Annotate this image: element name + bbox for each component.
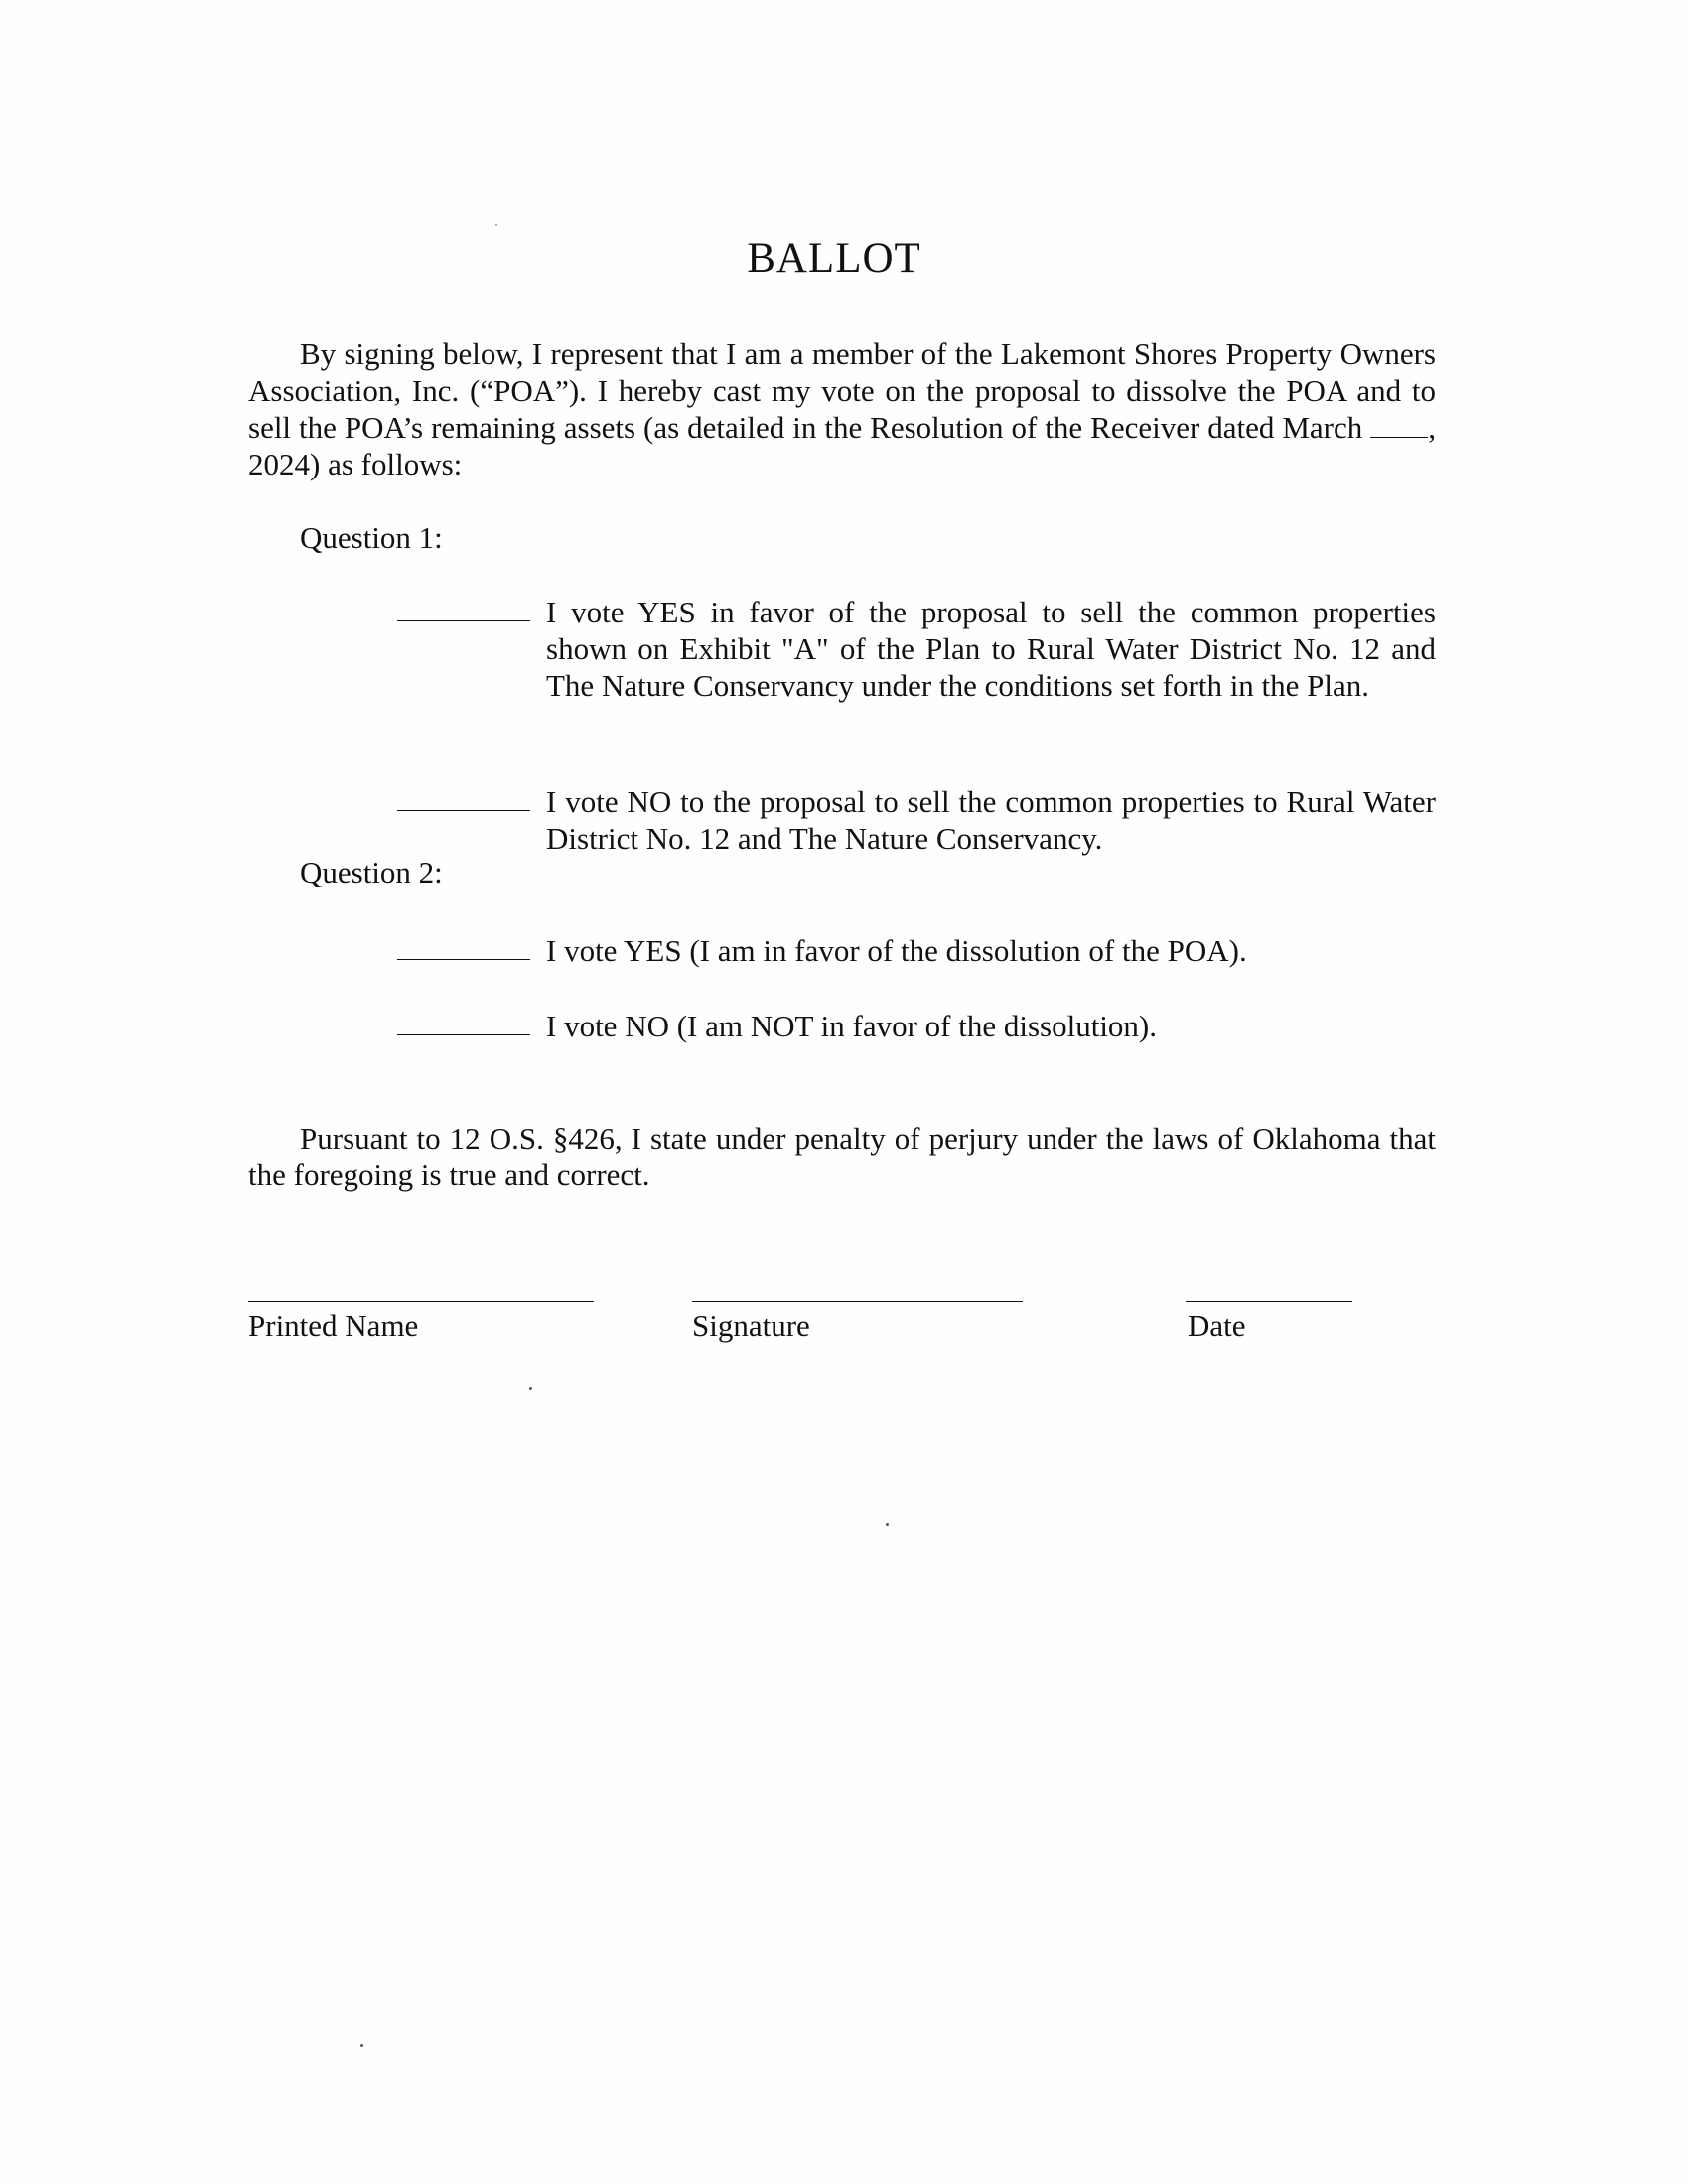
question-2-label: Question 2:: [300, 855, 443, 889]
perjury-statement: Pursuant to 12 O.S. §426, I state under penalty of perjury under the laws of Oklahoma that the foregoing is true and correct.: [248, 1121, 1436, 1192]
signature-label: Signature: [692, 1308, 810, 1343]
question-1-yes-blank[interactable]: [397, 594, 530, 621]
march-day-blank[interactable]: [1370, 413, 1428, 438]
question-2-option-no: [397, 1008, 1436, 1044]
question-2-yes-blank[interactable]: [397, 932, 530, 960]
scan-speck: [360, 2044, 363, 2047]
question-2-yes-text: I vote YES (I am in favor of the dissolution of the POA).: [546, 933, 1247, 968]
question-1-no-blank[interactable]: [397, 783, 530, 811]
intro-paragraph: [248, 336, 1436, 482]
scan-speck: [886, 1523, 889, 1526]
scan-speck: [495, 224, 497, 226]
question-1-option-no: [397, 783, 1436, 857]
question-1-label: Question 1:: [300, 520, 443, 555]
signature-line[interactable]: [692, 1301, 1023, 1302]
question-2-no-blank[interactable]: [397, 1008, 530, 1035]
printed-name-label: Printed Name: [248, 1308, 419, 1343]
printed-name-line[interactable]: [248, 1301, 594, 1302]
intro-text-part1: By signing below, I represent that I am a member of the Lakemont Shores Property Owners Association, Inc. (“POA”). I hereby cast my vote on the proposal to dissolve the POA and to sell the POA’s remaining assets (as detailed in the Resolution of the Receiver dated March: [248, 337, 1436, 445]
ballot-title: BALLOT: [747, 235, 921, 282]
question-1-yes-text: I vote YES in favor of the proposal to sell the common properties shown on Exhibit "A" of the Plan to Rural Water District No. 12 and The Nature Conservancy under the conditions set forth in the Plan.: [546, 595, 1436, 703]
question-1-option-yes: [397, 594, 1436, 704]
date-label: Date: [1188, 1308, 1246, 1343]
intro-text-part2: , 2024) as follows:: [248, 410, 1436, 481]
question-2-option-yes: [397, 932, 1436, 969]
scan-speck: [529, 1387, 532, 1390]
question-2-no-text: I vote NO (I am NOT in favor of the dissolution).: [546, 1009, 1158, 1043]
date-line[interactable]: [1186, 1301, 1352, 1302]
question-1-no-text: I vote NO to the proposal to sell the common properties to Rural Water District No. 12 and The Nature Conservancy.: [546, 784, 1436, 856]
